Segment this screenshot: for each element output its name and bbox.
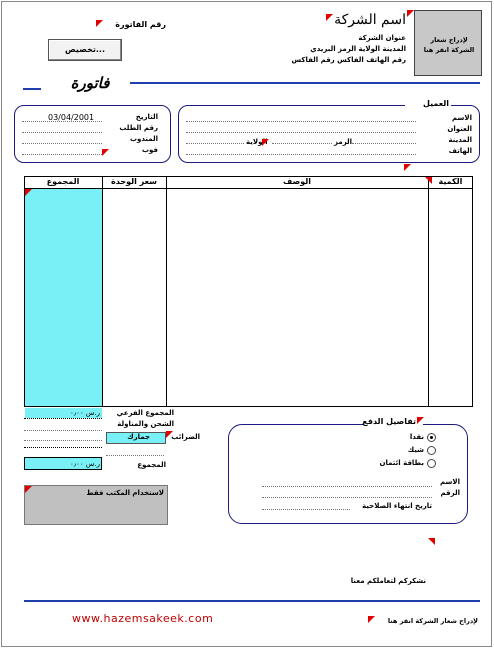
customer-city-label: المدينة (448, 136, 472, 144)
payment-credit-label: بطاقة ائتمان (379, 459, 424, 467)
payment-number-field[interactable] (262, 497, 432, 498)
tax-state-value: جمارك (127, 433, 150, 441)
footer-slogan: لإدراج شعار الشركة انقر هنا (387, 617, 478, 625)
description-marker (425, 177, 432, 184)
col-header-total: المجموع (46, 177, 80, 186)
total-value: ر.س ٠٫٠٠ (70, 460, 100, 468)
thanks-note: نشكركم لتعاملكم معنا (350, 577, 426, 585)
payment-title: تفاصيل الدفع (362, 417, 416, 426)
customize-button[interactable]: تخصيص... (48, 39, 122, 61)
invoice-number-label: رقم الفاتورة (115, 20, 166, 29)
customer-zip-label: الرمز (334, 138, 353, 146)
company-address: عنوان الشركة (358, 34, 406, 42)
tax-label: الضرائب (171, 433, 200, 441)
total-label: المجموع (137, 461, 166, 469)
col-header-quantity: الكمية (438, 177, 463, 186)
customer-name-field[interactable] (186, 121, 416, 122)
payment-check-radio[interactable] (427, 446, 436, 455)
customer-state-field[interactable] (272, 143, 332, 144)
invoice-number-marker (96, 20, 103, 27)
col-header-description: الوصف (282, 177, 312, 186)
footer-rule (24, 600, 480, 602)
order-no-field[interactable] (22, 132, 102, 133)
invoice-title: فاتورة (70, 74, 110, 92)
company-city-line: المدينة الولاية الرمز البريدي (310, 45, 406, 53)
tax-rate-field[interactable] (106, 455, 164, 456)
subtotal-value: ر.س ٠٫٠٠ (70, 409, 100, 417)
logo-box[interactable] (414, 10, 482, 76)
logo-comment-marker (407, 10, 414, 17)
customer-zip-field[interactable] (352, 143, 416, 144)
tax-field[interactable] (24, 440, 102, 441)
col-header-unit-price: سعر الوحدة (110, 177, 157, 186)
payment-name-label: الاسم (440, 478, 460, 486)
title-rule-right (130, 82, 480, 84)
totals-dotted-block (24, 418, 102, 448)
date-label: التاريخ (135, 113, 158, 121)
company-comment-marker (326, 14, 333, 21)
office-marker (25, 486, 32, 493)
customer-phone-label: الهاتف (448, 147, 472, 155)
table-col-sep-1 (102, 176, 103, 407)
shipping-label: الشحن والمناولة (117, 420, 174, 428)
order-no-label: رقم الطلب (119, 124, 158, 132)
total-column-fill[interactable] (25, 189, 102, 406)
customer-name-label: الاسم (452, 114, 472, 122)
title-rule-left (23, 88, 41, 90)
payment-expiry-label: تاريخ انتهاء الصلاحية (362, 502, 432, 510)
customer-address-field[interactable] (186, 132, 416, 133)
company-phone-line: رقم الهاتف الفاكس رقم الفاكس (291, 56, 406, 64)
state-marker (262, 139, 269, 146)
website-link[interactable]: www.hazemsakeek.com (72, 612, 214, 625)
shipping-field[interactable] (24, 430, 102, 431)
bottom-marker-right (428, 538, 435, 545)
payment-cash-label: نقدا (409, 433, 424, 441)
subtotal-label: المجموع الفرعي (116, 409, 174, 417)
rep-field[interactable] (22, 143, 102, 144)
table-col-sep-2 (166, 176, 167, 407)
customer-marker (404, 164, 411, 171)
customer-state-label: الولاية (246, 138, 268, 146)
fob-label: فوب (141, 146, 158, 154)
date-value: 03/04/2001 (48, 113, 95, 122)
tax-marker (166, 431, 173, 438)
payment-credit-radio[interactable] (427, 459, 436, 468)
payment-cash-radio[interactable] (427, 433, 436, 442)
rep-label: المندوب (129, 135, 158, 143)
customer-title: العميل (422, 99, 449, 108)
company-name: اسم الشركة (334, 12, 406, 28)
table-col-sep-3 (428, 176, 429, 407)
logo-box-text: لإدراج شعار الشركة انقر هنا (423, 36, 475, 54)
payment-expiry-field[interactable] (262, 509, 350, 510)
payment-marker (417, 417, 424, 424)
total-column-marker (25, 189, 32, 196)
fob-field[interactable] (22, 154, 102, 155)
payment-number-label: الرقم (440, 489, 460, 497)
payment-name-field[interactable] (262, 486, 432, 487)
customer-city-field[interactable] (186, 143, 244, 144)
customer-address-label: العنوان (447, 125, 472, 133)
payment-check-label: شيك (407, 446, 424, 454)
customer-phone-field[interactable] (186, 154, 416, 155)
office-use-label: لاستخدام المكتب فقط (86, 489, 164, 497)
